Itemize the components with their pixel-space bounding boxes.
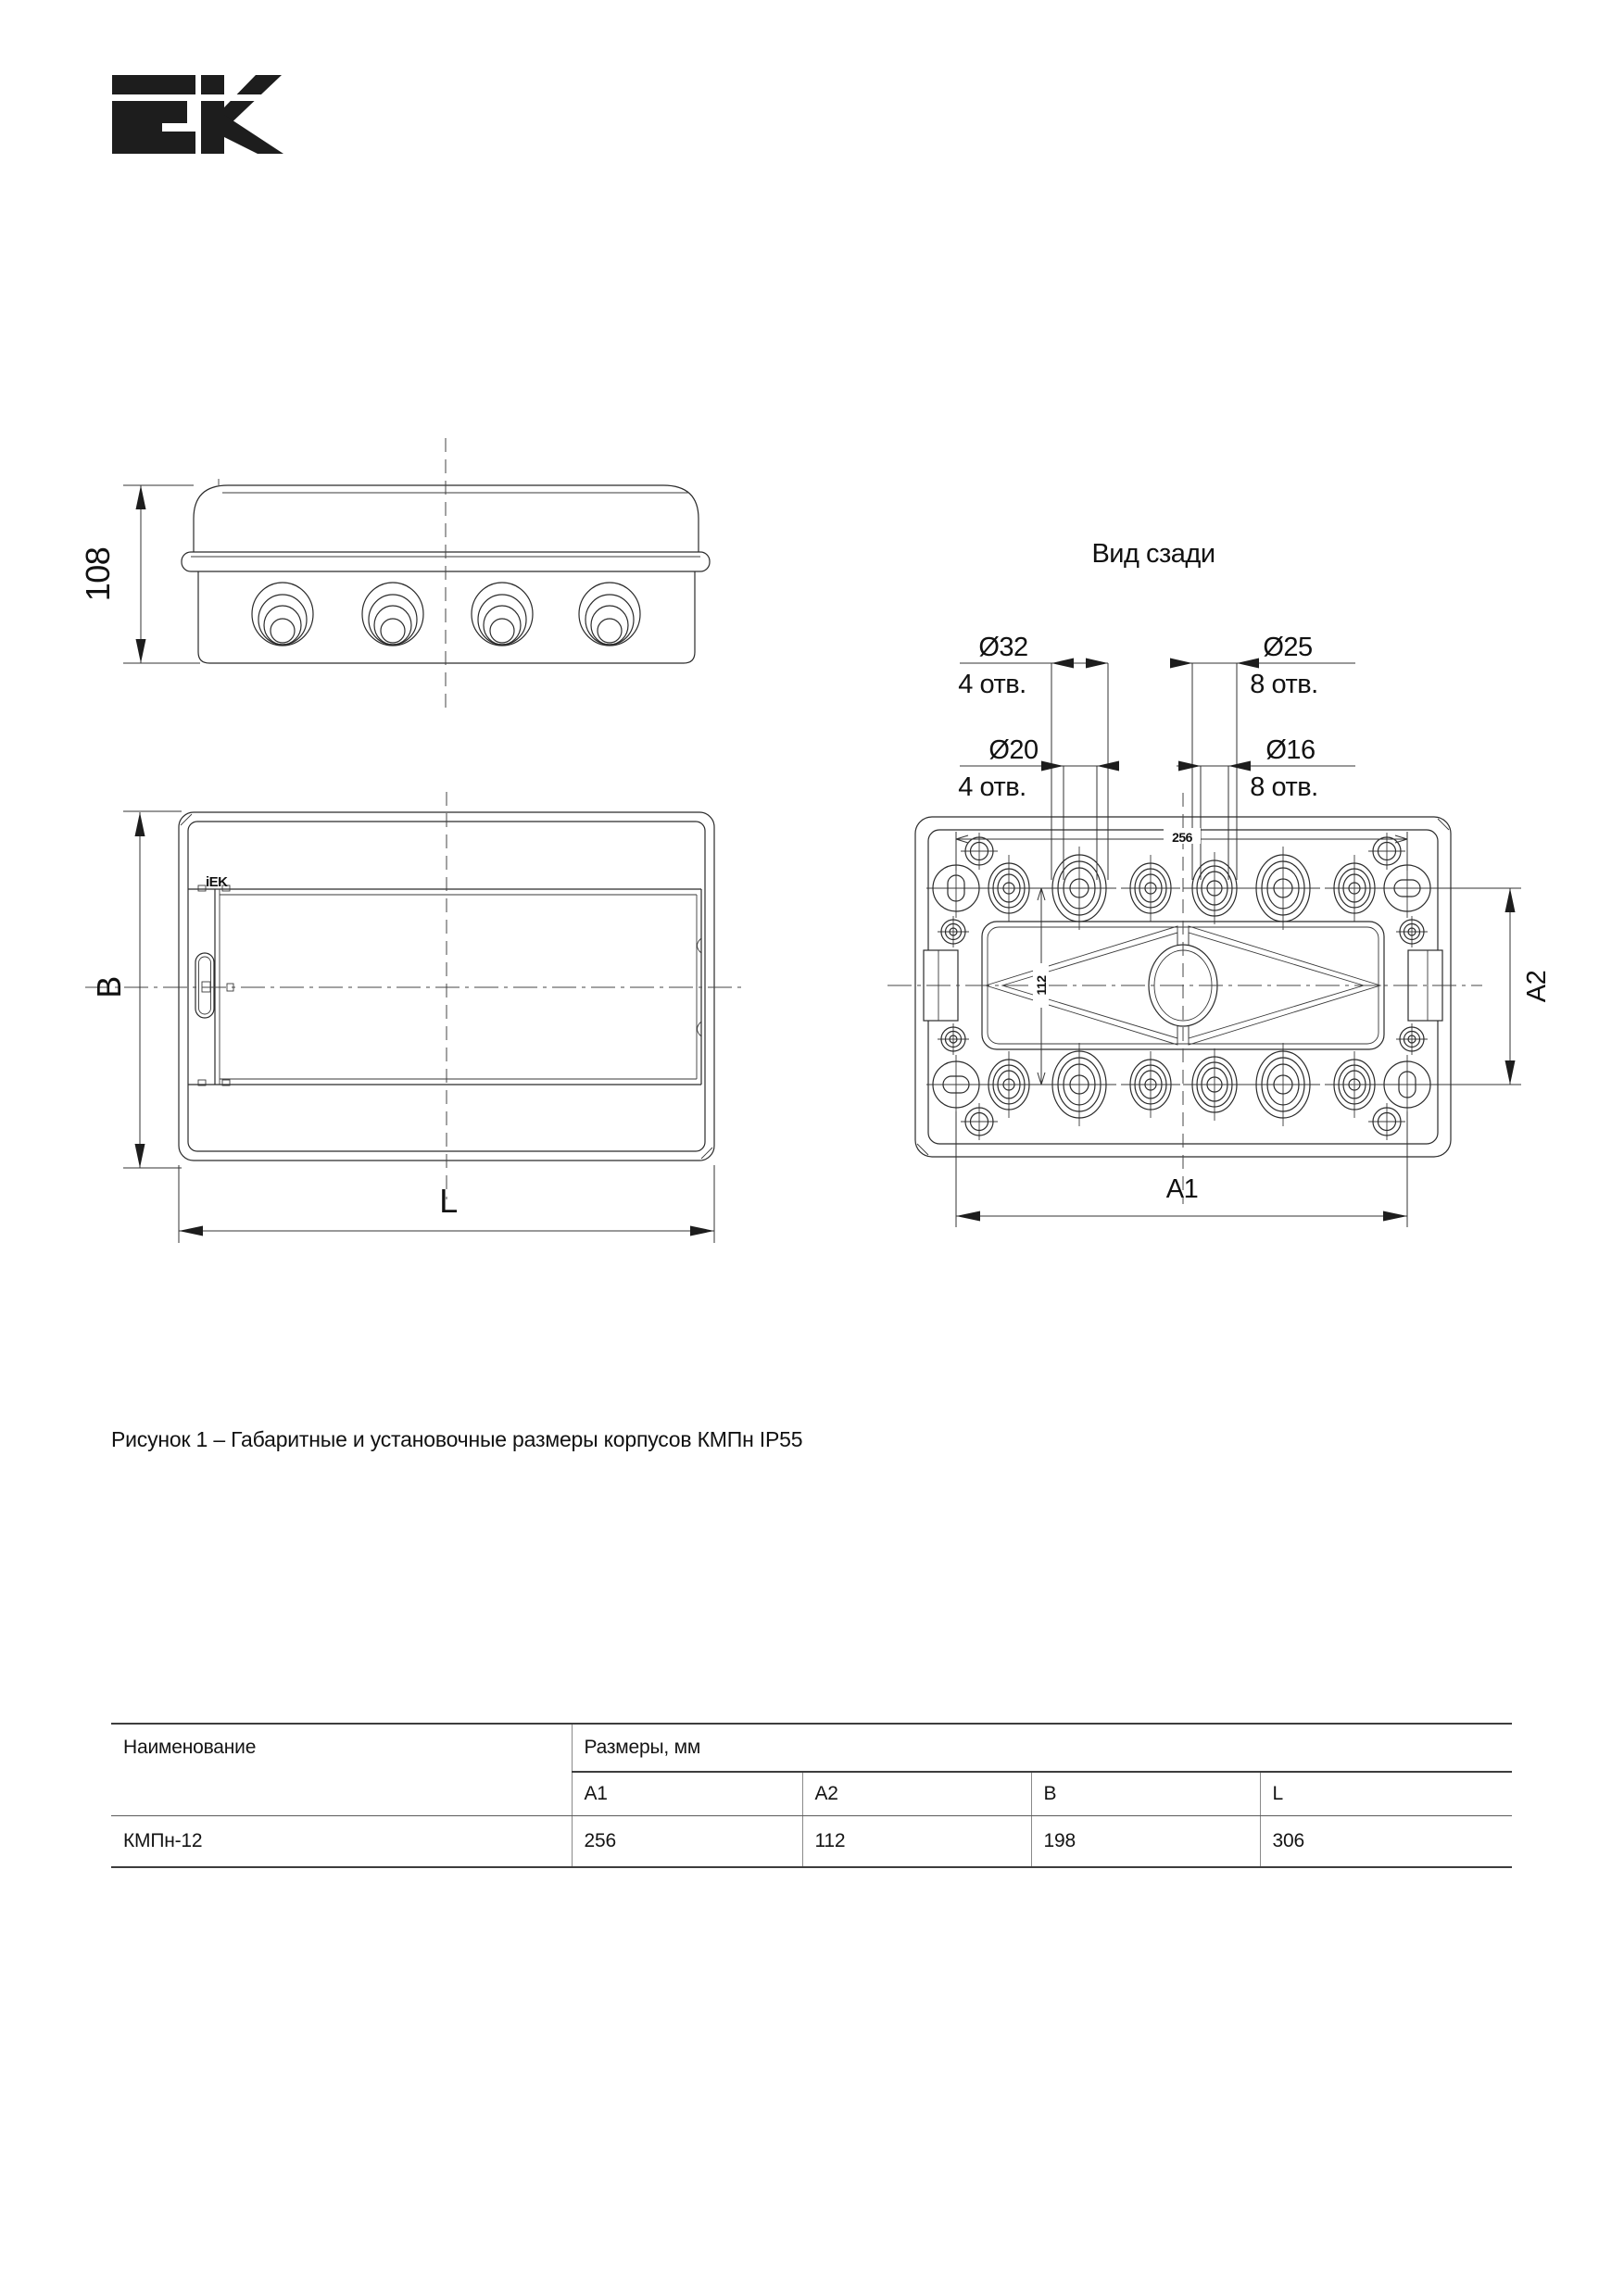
rear-view-title: Вид сзади	[1091, 539, 1215, 569]
dim-d20-count: 4 отв.	[958, 772, 1026, 802]
inner-width-dimension	[956, 828, 1407, 871]
dim-d20: Ø20	[988, 735, 1039, 765]
dim-112-label: 112	[1034, 975, 1049, 996]
dim-A2-label: A2	[1522, 970, 1552, 1003]
figure-caption: Рисунок 1 – Габаритные и установочные размеры корпусов КМПн IP55	[111, 1427, 803, 1451]
inner-height-dimension	[1021, 888, 1062, 1085]
table-row	[111, 1816, 1512, 1868]
rear-view	[888, 539, 1552, 1227]
dimensions-table	[111, 1723, 1512, 1868]
table-header-sizes: Размеры, мм	[572, 1724, 1512, 1772]
front-breadth-dimension	[90, 811, 182, 1168]
rear-a2-dimension	[1434, 888, 1552, 1085]
cell-b-value: 198	[1031, 1816, 1260, 1868]
hole-callouts	[958, 633, 1355, 880]
table-col-b: B	[1031, 1772, 1260, 1816]
table-col-l: L	[1260, 1772, 1512, 1816]
cell-a2-value: 112	[802, 1816, 1031, 1868]
front-view	[85, 792, 747, 1243]
cell-a1-value: 256	[572, 1816, 802, 1868]
dim-d32: Ø32	[978, 633, 1028, 662]
dim-d32-count: 4 отв.	[958, 670, 1026, 699]
table-col-a1: A1	[572, 1772, 802, 1816]
dim-d16: Ø16	[1265, 735, 1316, 765]
dim-B-label: B	[90, 976, 128, 998]
dim-d16-count: 8 отв.	[1250, 772, 1318, 802]
side-view	[79, 438, 710, 713]
table-header-name: Наименование	[111, 1724, 572, 1816]
front-panel-logo: iEK	[206, 874, 228, 890]
side-height-dimension	[79, 485, 200, 663]
rear-a1-dimension	[956, 1111, 1407, 1227]
dim-L-label: L	[439, 1182, 458, 1220]
table-col-a2: A2	[802, 1772, 1031, 1816]
dim-A1-label: A1	[1165, 1174, 1199, 1204]
dim-108-label: 108	[79, 546, 117, 602]
cell-l-value: 306	[1260, 1816, 1512, 1868]
cell-model: КМПн-12	[111, 1816, 572, 1868]
dim-256-label: 256	[1172, 830, 1192, 845]
dim-d25-count: 8 отв.	[1250, 670, 1318, 699]
dim-d25: Ø25	[1263, 633, 1313, 662]
